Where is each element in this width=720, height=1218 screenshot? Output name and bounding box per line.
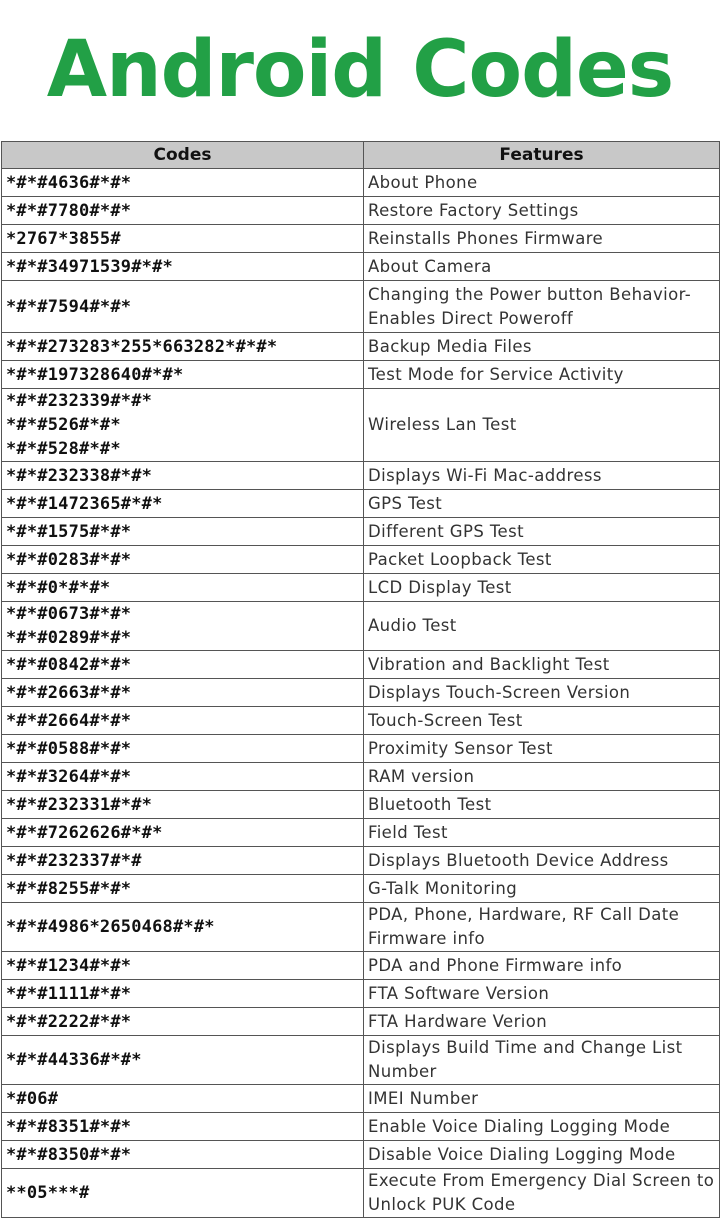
feature-cell: Changing the Power button Behavior-Enables Direct Poweroff <box>364 281 720 333</box>
table-row <box>2 847 720 875</box>
code-cell <box>2 281 364 333</box>
feature-cell: IMEI Number <box>364 1085 720 1113</box>
code-cell <box>2 169 364 197</box>
code-cell <box>2 875 364 903</box>
code-text: *#*#0289#*#* <box>6 628 132 648</box>
feature-cell: Packet Loopback Test <box>364 546 720 574</box>
table-row <box>2 903 720 952</box>
feature-cell: FTA Software Version <box>364 980 720 1008</box>
code-cell <box>2 819 364 847</box>
table-row <box>2 980 720 1008</box>
feature-cell: About Camera <box>364 253 720 281</box>
code-cell <box>2 1141 364 1169</box>
table-row <box>2 333 720 361</box>
code-text: *#*#0842#*#* <box>6 654 132 675</box>
code-cell <box>2 253 364 281</box>
code-text: *#*#526#*#* <box>6 415 121 435</box>
codes-table <box>1 141 720 1218</box>
feature-cell: PDA and Phone Firmware info <box>364 952 720 980</box>
table-header-row <box>2 142 720 169</box>
code-text: *#*#44336#*#* <box>6 1050 142 1070</box>
table-row <box>2 253 720 281</box>
code-cell <box>2 225 364 253</box>
code-cell <box>2 763 364 791</box>
code-text: *#*#232337#*# <box>6 850 142 871</box>
code-cell <box>2 490 364 518</box>
feature-cell: Bluetooth Test <box>364 791 720 819</box>
code-text: *#*#0673#*#* <box>6 604 132 624</box>
table-row <box>2 361 720 389</box>
code-cell <box>2 1036 364 1085</box>
feature-cell: Proximity Sensor Test <box>364 735 720 763</box>
table-row <box>2 707 720 735</box>
code-text: *#*#0*#*#* <box>6 577 111 598</box>
table-row <box>2 679 720 707</box>
table-row <box>2 952 720 980</box>
column-header-codes: Codes <box>2 142 364 169</box>
feature-cell: Reinstalls Phones Firmware <box>364 225 720 253</box>
table-row <box>2 763 720 791</box>
table-row <box>2 197 720 225</box>
code-cell <box>2 651 364 679</box>
code-text: *#*#528#*#* <box>6 439 121 459</box>
table-row <box>2 875 720 903</box>
table-row <box>2 490 720 518</box>
table-row <box>2 518 720 546</box>
code-cell <box>2 980 364 1008</box>
code-cell <box>2 361 364 389</box>
code-cell <box>2 333 364 361</box>
code-text: *#*#8255#*#* <box>6 878 132 899</box>
code-cell <box>2 462 364 490</box>
feature-cell: Backup Media Files <box>364 333 720 361</box>
page-title: Android Codes <box>46 25 674 115</box>
code-cell <box>2 952 364 980</box>
feature-cell: Displays Build Time and Change List Number <box>364 1036 720 1085</box>
table-row <box>2 574 720 602</box>
table-row <box>2 281 720 333</box>
feature-cell: Restore Factory Settings <box>364 197 720 225</box>
code-text: *2767*3855# <box>6 228 121 249</box>
feature-cell: Displays Wi-Fi Mac-address <box>364 462 720 490</box>
feature-cell: GPS Test <box>364 490 720 518</box>
code-text: *#*#7262626#*#* <box>6 822 163 843</box>
feature-cell: Audio Test <box>364 602 720 651</box>
feature-cell: Displays Bluetooth Device Address <box>364 847 720 875</box>
code-cell <box>2 546 364 574</box>
feature-cell: G-Talk Monitoring <box>364 875 720 903</box>
code-text: *#*#232339#*#* <box>6 391 153 411</box>
code-text: *#*#273283*255*663282*#*#* <box>6 336 278 357</box>
code-text: *#06# <box>6 1088 59 1109</box>
code-text: *#*#1472365#*#* <box>6 493 163 514</box>
code-cell <box>2 791 364 819</box>
table-row <box>2 1113 720 1141</box>
table-row <box>2 169 720 197</box>
code-cell <box>2 1113 364 1141</box>
code-text: *#*#0283#*#* <box>6 549 132 570</box>
table-row <box>2 651 720 679</box>
table-row <box>2 225 720 253</box>
code-text: *#*#1575#*#* <box>6 521 132 542</box>
code-text: *#*#2222#*#* <box>6 1011 132 1032</box>
code-text: *#*#8351#*#* <box>6 1116 132 1137</box>
code-text: *#*#197328640#*#* <box>6 364 184 385</box>
feature-cell: FTA Hardware Verion <box>364 1008 720 1036</box>
code-text: *#*#7780#*#* <box>6 200 132 221</box>
code-text: *#*#4636#*#* <box>6 172 132 193</box>
code-cell <box>2 847 364 875</box>
feature-cell: Different GPS Test <box>364 518 720 546</box>
code-text: *#*#0588#*#* <box>6 738 132 759</box>
code-text: *#*#2663#*#* <box>6 682 132 703</box>
table-row <box>2 602 720 651</box>
code-cell <box>2 602 364 651</box>
feature-cell: Displays Touch-Screen Version <box>364 679 720 707</box>
feature-cell: PDA, Phone, Hardware, RF Call Date Firmware info <box>364 903 720 952</box>
feature-cell: LCD Display Test <box>364 574 720 602</box>
code-cell <box>2 574 364 602</box>
feature-cell: Disable Voice Dialing Logging Mode <box>364 1141 720 1169</box>
feature-cell: Enable Voice Dialing Logging Mode <box>364 1113 720 1141</box>
table-row <box>2 1141 720 1169</box>
code-cell <box>2 389 364 462</box>
code-text: *#*#1234#*#* <box>6 955 132 976</box>
table-row <box>2 546 720 574</box>
code-text: *#*#3264#*#* <box>6 766 132 787</box>
code-text: *#*#2664#*#* <box>6 710 132 731</box>
table-row <box>2 1008 720 1036</box>
code-text: *#*#232338#*#* <box>6 465 153 486</box>
table-row <box>2 1085 720 1113</box>
feature-cell: RAM version <box>364 763 720 791</box>
code-text: *#*#4986*2650468#*#* <box>6 917 215 937</box>
table-row <box>2 389 720 462</box>
feature-cell: Wireless Lan Test <box>364 389 720 462</box>
table-row <box>2 1036 720 1085</box>
code-cell <box>2 903 364 952</box>
feature-cell: Test Mode for Service Activity <box>364 361 720 389</box>
feature-cell: About Phone <box>364 169 720 197</box>
code-cell <box>2 1169 364 1218</box>
code-cell <box>2 1085 364 1113</box>
code-cell <box>2 735 364 763</box>
code-text: *#*#8350#*#* <box>6 1144 132 1165</box>
code-text: *#*#7594#*#* <box>6 296 132 317</box>
column-header-features: Features <box>364 142 720 169</box>
code-cell <box>2 518 364 546</box>
feature-cell: Touch-Screen Test <box>364 707 720 735</box>
code-cell <box>2 1008 364 1036</box>
table-row <box>2 462 720 490</box>
code-text: *#*#1111#*#* <box>6 983 132 1004</box>
code-text: *#*#232331#*#* <box>6 794 153 815</box>
code-text: **05***# <box>6 1183 90 1203</box>
code-cell <box>2 679 364 707</box>
table-row <box>2 1169 720 1218</box>
table-row <box>2 819 720 847</box>
code-cell <box>2 707 364 735</box>
code-text: *#*#34971539#*#* <box>6 256 173 277</box>
feature-cell: Vibration and Backlight Test <box>364 651 720 679</box>
feature-cell: Field Test <box>364 819 720 847</box>
table-row <box>2 735 720 763</box>
feature-cell: Execute From Emergency Dial Screen to Unlock PUK Code <box>364 1169 720 1218</box>
table-row <box>2 791 720 819</box>
code-cell <box>2 197 364 225</box>
